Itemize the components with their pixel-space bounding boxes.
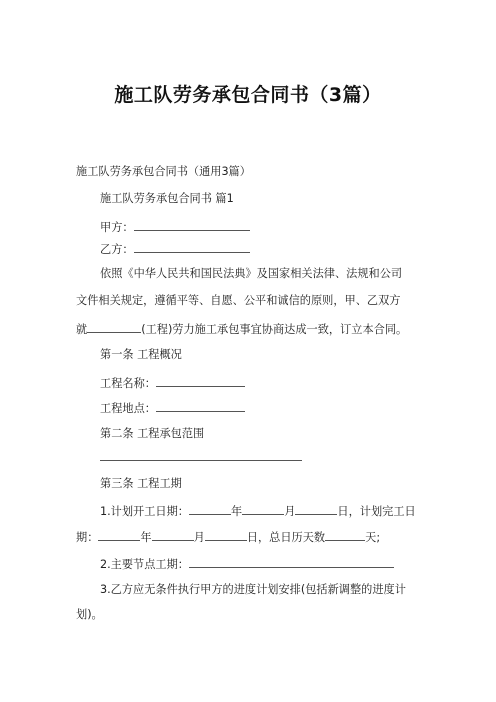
project-name-label: 工程名称： [100, 377, 156, 390]
milestone-label: 2.主要节点工期： [100, 558, 189, 571]
intro-line-3 [76, 321, 407, 337]
end-date-label: 期： [76, 531, 99, 544]
start-month-blank [242, 503, 284, 515]
clause-3-line-2: 划)。 [76, 608, 103, 621]
project-location-blank [156, 400, 245, 412]
end-month-unit: 月 [193, 531, 205, 544]
article-2-heading: 第二条 工程承包范围 [100, 427, 205, 440]
end-month-blank [152, 529, 194, 541]
party-a-blank [134, 219, 250, 231]
end-year-blank [98, 529, 140, 541]
clause-3-line-1: 3.乙方应无条件执行甲方的进度计划安排(包括新调整的进度计 [100, 583, 406, 596]
project-location-label: 工程地点： [100, 402, 156, 415]
end-date-line [76, 529, 380, 545]
document-subtitle: 施工队劳务承包合同书（通用3篇） [76, 165, 251, 178]
intro-line-3-prefix: 就 [76, 323, 88, 336]
party-b-line [100, 241, 250, 257]
start-year-unit: 年 [231, 505, 243, 518]
intro-line-2: 文件相关规定，遵循平等、自愿、公平和诚信的原则，甲、乙双方 [76, 294, 401, 307]
part-heading: 施工队劳务承包合同书 篇1 [100, 192, 234, 205]
start-day-blank [295, 503, 337, 515]
milestone-blank [189, 556, 394, 568]
end-day-blank [205, 529, 247, 541]
milestone-line [100, 556, 394, 572]
party-a-line [100, 219, 250, 235]
start-date-label: 1.计划开工日期： [100, 505, 189, 518]
article-3-heading: 第三条 工程工期 [100, 477, 182, 490]
start-date-line [100, 503, 416, 519]
party-b-blank [134, 241, 250, 253]
intro-line-1: 依照《中华人民共和国民法典》及国家相关法律、法规和公司 [100, 267, 403, 280]
start-day-unit: 日，计划完工日 [337, 505, 416, 518]
intro-line-3-suffix: (工程)劳力施工承包事宜协商达成一致，订立本合同。 [141, 323, 408, 336]
start-month-unit: 月 [284, 505, 296, 518]
project-name-field-blank [156, 375, 245, 387]
total-days-blank [325, 529, 365, 541]
party-b-label: 乙方： [100, 243, 134, 256]
scope-blank-line [100, 460, 302, 461]
party-a-label: 甲方： [100, 221, 134, 234]
document-title: 施工队劳务承包合同书（3篇） [114, 84, 382, 106]
project-name-blank [87, 321, 141, 333]
start-year-blank [189, 503, 231, 515]
article-1-heading: 第一条 工程概况 [100, 348, 182, 361]
project-name-line [100, 375, 245, 391]
end-year-unit: 年 [140, 531, 152, 544]
total-days-label: 日，总日历天数 [246, 531, 326, 544]
total-days-unit: 天; [365, 531, 381, 544]
project-location-line [100, 400, 245, 416]
